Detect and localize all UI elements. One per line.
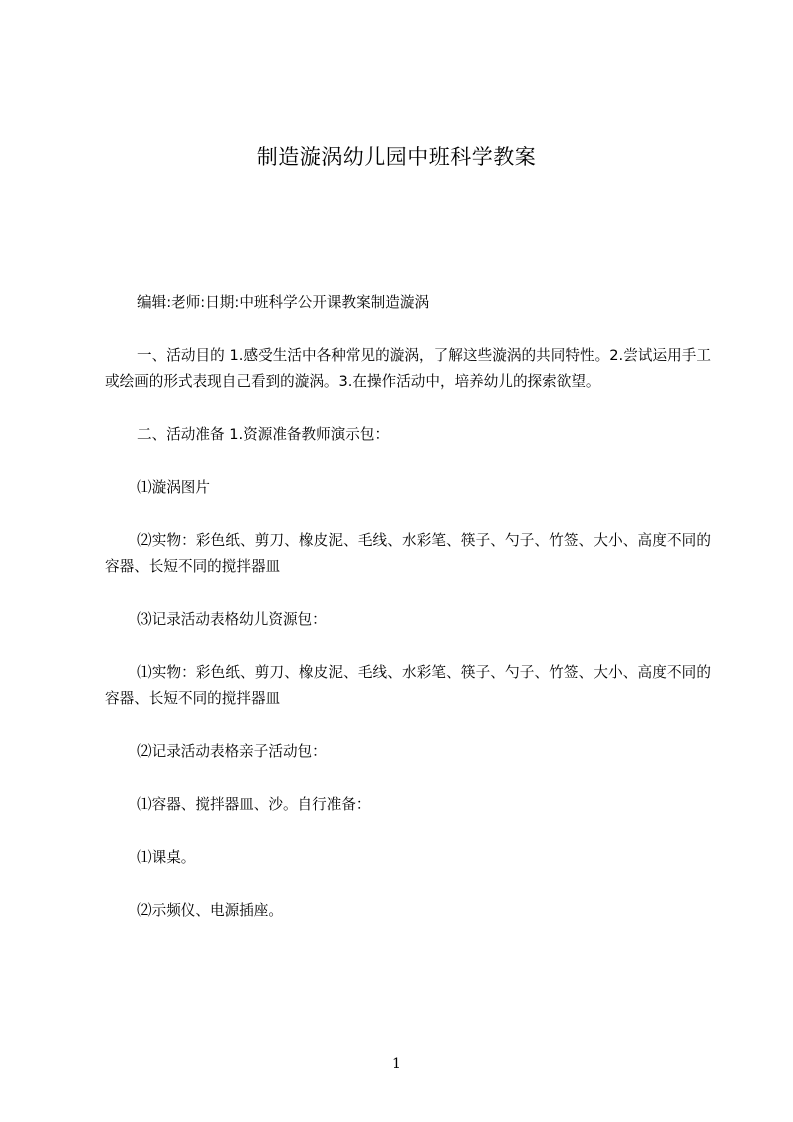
- document-body: [105, 290, 711, 951]
- paragraph-item: ⑵示频仪、电源插座。: [137, 902, 283, 919]
- paragraph-item: ⑴课桌。: [137, 849, 196, 866]
- paragraph-item: ⑴漩涡图片: [137, 479, 210, 496]
- page-number: 1: [392, 1056, 401, 1072]
- document-title: 制造漩涡幼儿园中班科学教案: [256, 145, 537, 169]
- paragraph-item: ⑴实物：彩色纸、剪刀、橡皮泥、毛线、水彩笔、筷子、勺子、竹签、大小、高度不同的容器、长短不同的搅拌器皿: [105, 664, 711, 707]
- paragraph-item: ⑴容器、搅拌器皿、沙。自行准备：: [137, 796, 371, 813]
- paragraph-preparation: 二、活动准备 1.资源准备教师演示包：: [137, 426, 390, 443]
- paragraph-item: ⑵记录活动表格亲子活动包：: [137, 743, 327, 760]
- paragraph-item: ⑶记录活动表格幼儿资源包：: [137, 611, 327, 628]
- paragraph-objectives: 一、活动目的 1.感受生活中各种常见的漩涡，了解这些漩涡的共同特性。2.尝试运用手工或绘画的形式表现自己看到的漩涡。3.在操作活动中，培养幼儿的探索欲望。: [105, 347, 711, 390]
- paragraph-item: ⑵实物：彩色纸、剪刀、橡皮泥、毛线、水彩笔、筷子、勺子、竹签、大小、高度不同的容器、长短不同的搅拌器皿: [105, 532, 711, 575]
- paragraph-meta: 编辑:老师:日期:中班科学公开课教案制造漩涡: [137, 294, 430, 311]
